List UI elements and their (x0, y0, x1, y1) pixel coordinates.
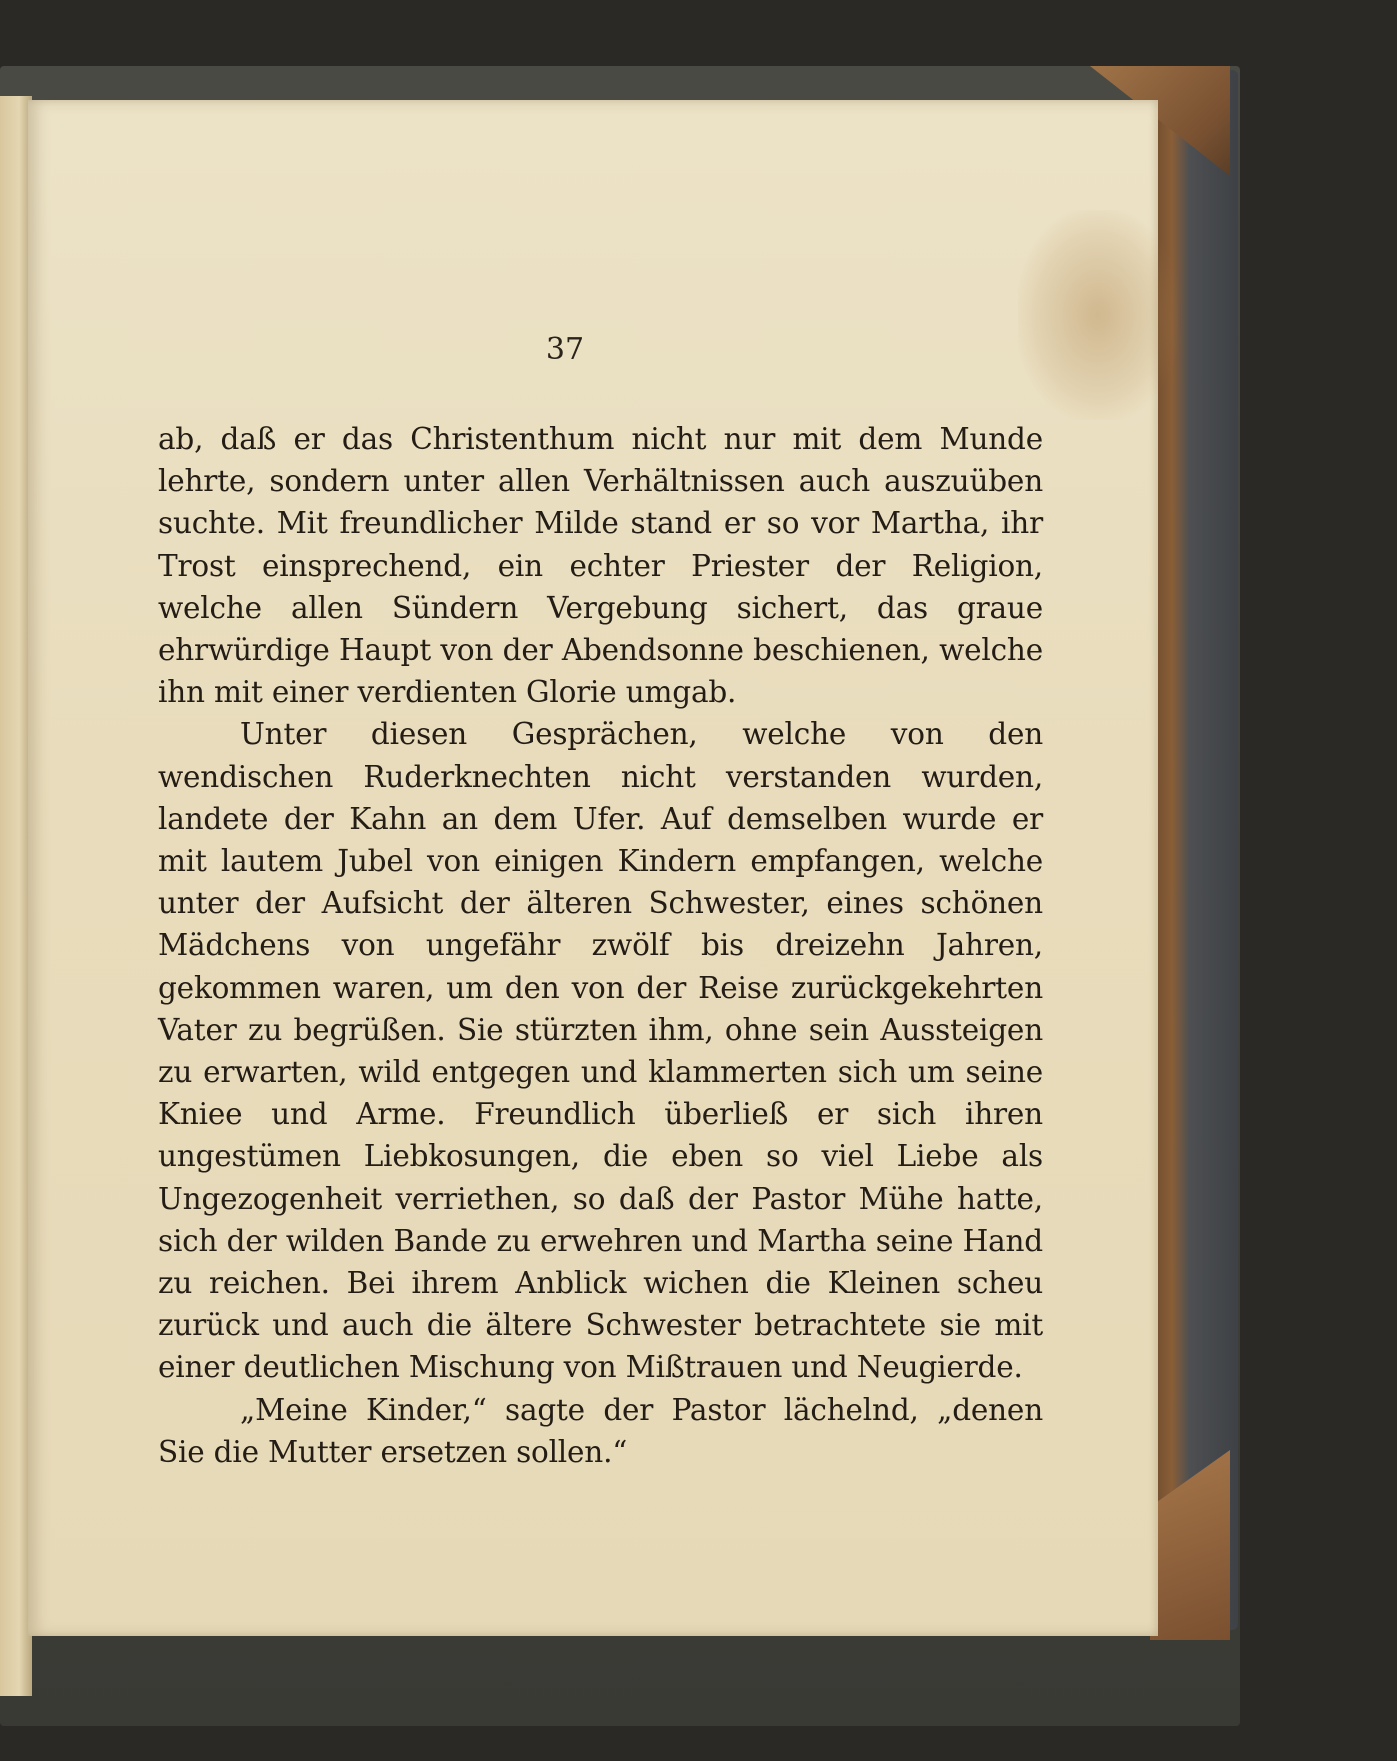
paragraph: ab, daß er das Christenthum nicht nur mit dem Munde lehrte, sondern unter allen Verhältnissen auch auszuüben suchte. Mit freundlicher Milde stand er so vor Martha, ihr Trost einsprechend, ein echter Priester der Religion, welche allen Sündern Vergebung sichert, das graue ehrwürdige Haupt von der Abendsonne beschienen, welche ihn mit einer verdienten Glorie umgab. (158, 422, 1043, 710)
book-page (28, 100, 1158, 1636)
page-number: 37 (545, 332, 585, 367)
paragraph: „Meine Kinder,“ sagte der Pastor lächelnd, „denen Sie die Mutter ersetzen sollen.“ (158, 1392, 1043, 1469)
paragraph: Unter diesen Gesprächen, welche von den wendischen Ruderknechten nicht verstanden wurden, landete der Kahn an dem Ufer. Auf demselben wurde er mit lautem Jubel von einigen Kindern empfangen, welche unter der Aufsicht der älteren Schwester, eines schönen Mädchens von ungefähr zwölf bis dreizehn Jahren, gekommen waren, um den von der Reise zurückgekehrten Vater zu begrüßen. Sie stürzten ihm, ohne sein Aussteigen zu erwarten, wild entgegen und klammerten sich um seine Kniee und Arme. Freundlich überließ er sich ihren ungestümen Liebkosungen, die eben so viel Liebe als Ungezogenheit verriethen, so daß der Pastor Mühe hatte, sich der wilden Bande zu erwehren und Martha seine Hand zu reichen. Bei ihrem Anblick wichen die Kleinen scheu zurück und auch die ältere Schwester betrachtete sie mit einer deutlichen Mischung von Mißtrauen und Neugierde. (158, 717, 1043, 1385)
page-stain (1018, 210, 1178, 420)
page-body-text (158, 418, 1043, 1473)
